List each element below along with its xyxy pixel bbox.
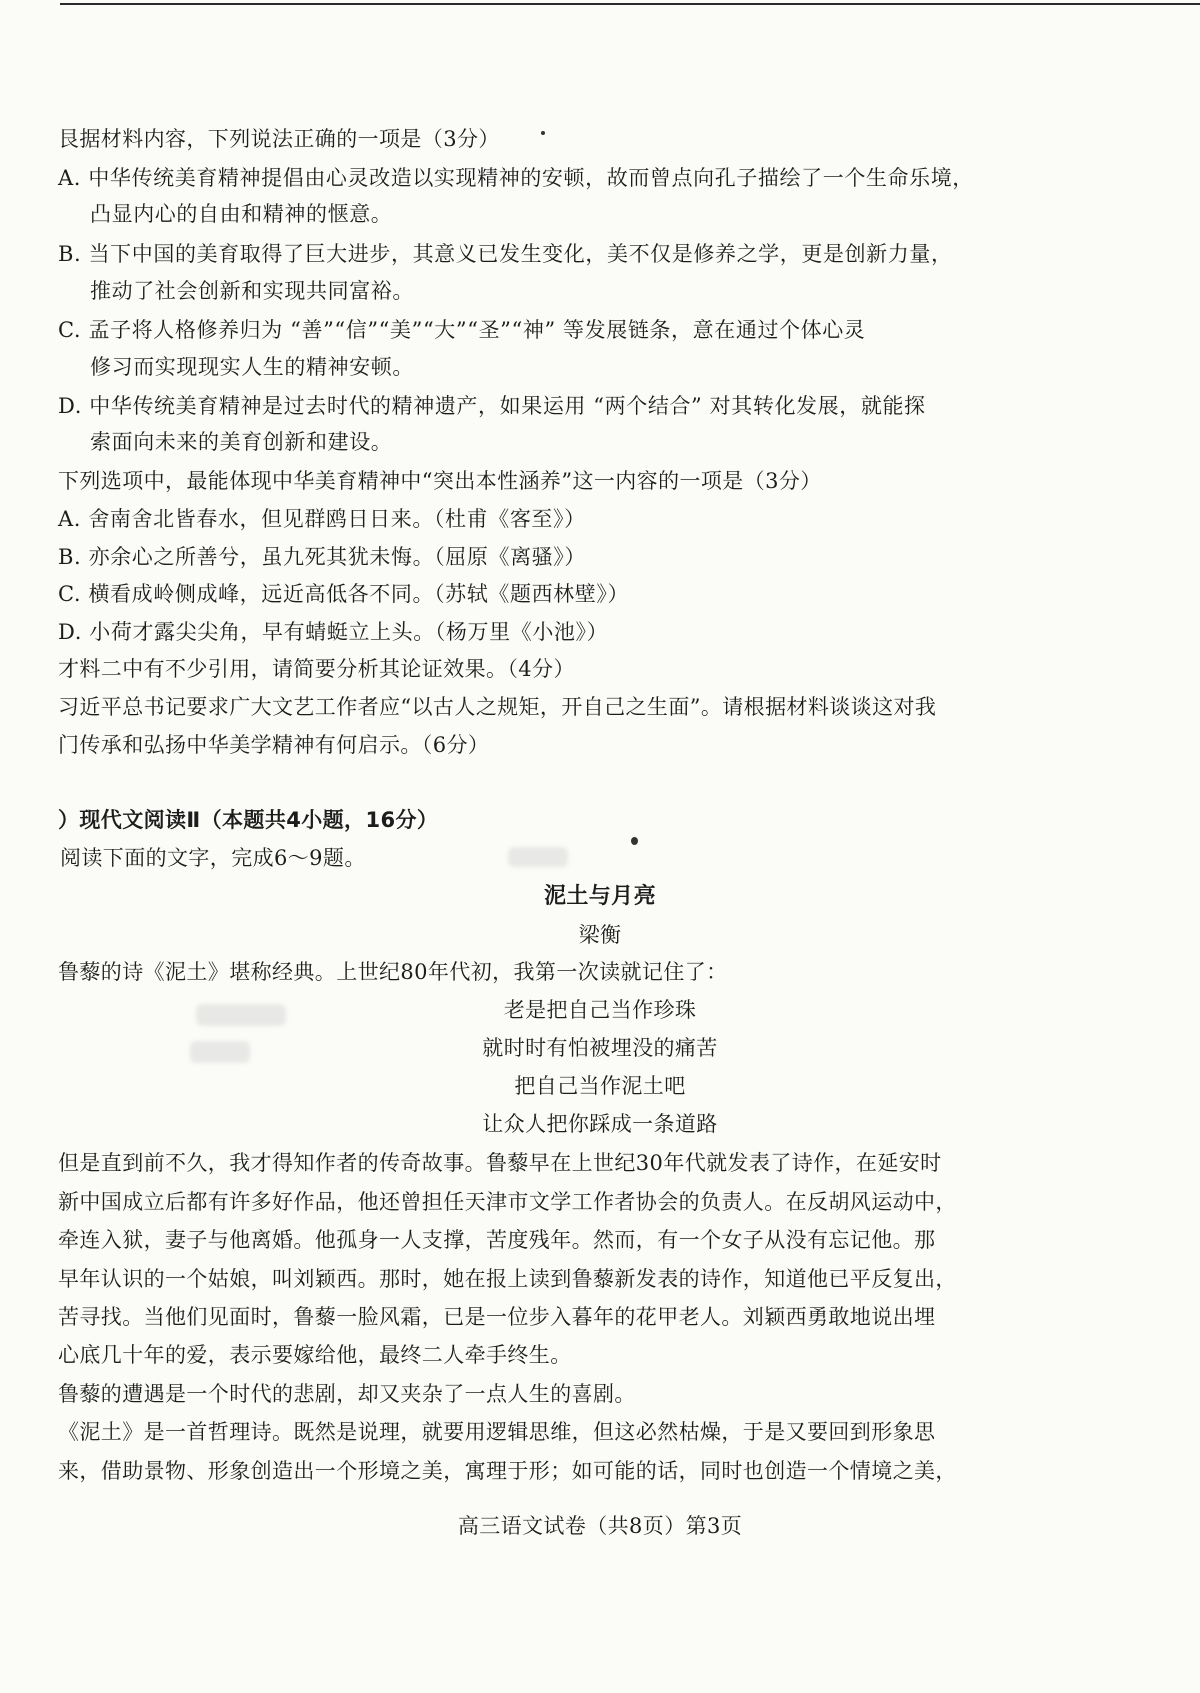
article-intro: 鲁藜的诗《泥土》堪称经典。上世纪80年代初，我第一次读就记住了： <box>58 960 728 984</box>
scan-smudge <box>190 1041 250 1063</box>
poem-line: 就时时有怕被埋没的痛苦 <box>482 1036 718 1060</box>
q4-option-d: D. 小荷才露尖尖角，早有蜻蜓立上头。（杨万里《小池》） <box>58 620 609 644</box>
reading-instruction: 阅读下面的文字，完成6～9题。 <box>60 846 366 870</box>
article-title: 泥土与月亮 <box>543 884 656 909</box>
question-6-line2: 门传承和弘扬中华美学精神有何启示。（6分） <box>58 733 490 757</box>
q3-option-d-line1: D. 中华传统美育精神是过去时代的精神遗产，如果运用 “两个结合” 对其转化发展，就能探 <box>58 394 926 418</box>
article-paragraph-line: 新中国成立后都有许多好作品，他还曾担任天津市文学工作者协会的负责人。在反胡风运动中， <box>58 1190 957 1214</box>
article-paragraph-line: 鲁藜的遭遇是一个时代的悲剧，却又夹杂了一点人生的喜剧。 <box>58 1382 636 1406</box>
question-6-line1: 习近平总书记要求广大文艺工作者应“以古人之规矩，开自己之生面”。请根据材料谈谈这对我 <box>58 695 937 719</box>
q3-option-d-line2: 索面向未来的美育创新和建设。 <box>90 430 393 454</box>
poem-line: 老是把自己当作珍珠 <box>503 998 697 1022</box>
q3-option-b-line1: B. 当下中国的美育取得了巨大进步，其意义已发生变化，美不仅是修养之学，更是创新力量， <box>58 242 953 266</box>
q4-option-b: B. 亦余心之所善兮，虽九死其犹未悔。（屈原《离骚》） <box>58 545 586 569</box>
scan-speck <box>541 131 545 135</box>
article-paragraph-line: 早年认识的一个姑娘，叫刘颖西。那时，她在报上读到鲁藜新发表的诗作，知道他已平反复出， <box>58 1267 957 1291</box>
section-heading: ）现代文阅读Ⅱ（本题共4小题，16分） <box>58 808 439 832</box>
top-border-rule <box>60 3 1200 5</box>
article-author: 梁衡 <box>578 923 622 947</box>
article-paragraph-line: 心底几十年的爱，表示要嫁给他，最终二人牵手终生。 <box>58 1343 572 1367</box>
q4-option-a: A. 舍南舍北皆春水，但见群鸥日日来。（杜甫《客至》） <box>58 507 586 531</box>
q3-option-b-line2: 推动了社会创新和实现共同富裕。 <box>90 279 414 303</box>
q3-option-c-line2: 修习而实现现实人生的精神安顿。 <box>90 355 414 379</box>
poem-line: 让众人把你踩成一条道路 <box>482 1112 718 1136</box>
article-paragraph-line: 苦寻找。当他们见面时，鲁藜一脸风霜，已是一位步入暮年的花甲老人。刘颖西勇敢地说出埋 <box>58 1305 936 1329</box>
article-paragraph-line: 牵连入狱，妻子与他离婚。他孤身一人支撑，苦度残年。然而，有一个女子从没有忘记他。那 <box>58 1228 936 1252</box>
scan-smudge <box>508 847 568 867</box>
q4-option-c: C. 横看成岭侧成峰，远近高低各不同。（苏轼《题西林壁》） <box>58 582 630 606</box>
article-paragraph-line: 来，借助景物、形象创造出一个形境之美，寓理于形；如可能的话，同时也创造一个情境之美， <box>58 1459 957 1483</box>
question-4: 下列选项中，最能体现中华美育精神中“突出本性涵养”这一内容的一项是（3分） <box>58 469 822 493</box>
q3-option-c-line1: C. 孟子将人格修养归为 “善”“信”“美”“大”“圣”“神” 等发展链条，意在通过个体心灵 <box>58 318 866 342</box>
q3-option-a-line1: A. 中华传统美育精神提倡由心灵改造以实现精神的安顿，故而曾点向孔子描绘了一个生命乐境， <box>58 166 974 190</box>
question-5: 才料二中有不少引用，请简要分析其论证效果。（4分） <box>58 657 575 681</box>
scan-smudge <box>196 1004 286 1026</box>
scan-speck <box>631 837 638 845</box>
question-3: 艮据材料内容，下列说法正确的一项是（3分） <box>58 127 500 151</box>
article-paragraph-line: 但是直到前不久，我才得知作者的传奇故事。鲁藜早在上世纪30年代就发表了诗作，在延安时 <box>58 1151 942 1175</box>
q3-option-a-line2: 凸显内心的自由和精神的惬意。 <box>90 202 393 226</box>
page-footer: 高三语文试卷（共8页）第3页 <box>457 1514 743 1538</box>
poem-line: 把自己当作泥土吧 <box>514 1074 686 1098</box>
article-paragraph-line: 《泥土》是一首哲理诗。既然是说理，就要用逻辑思维，但这必然枯燥，于是又要回到形象思 <box>58 1420 936 1444</box>
